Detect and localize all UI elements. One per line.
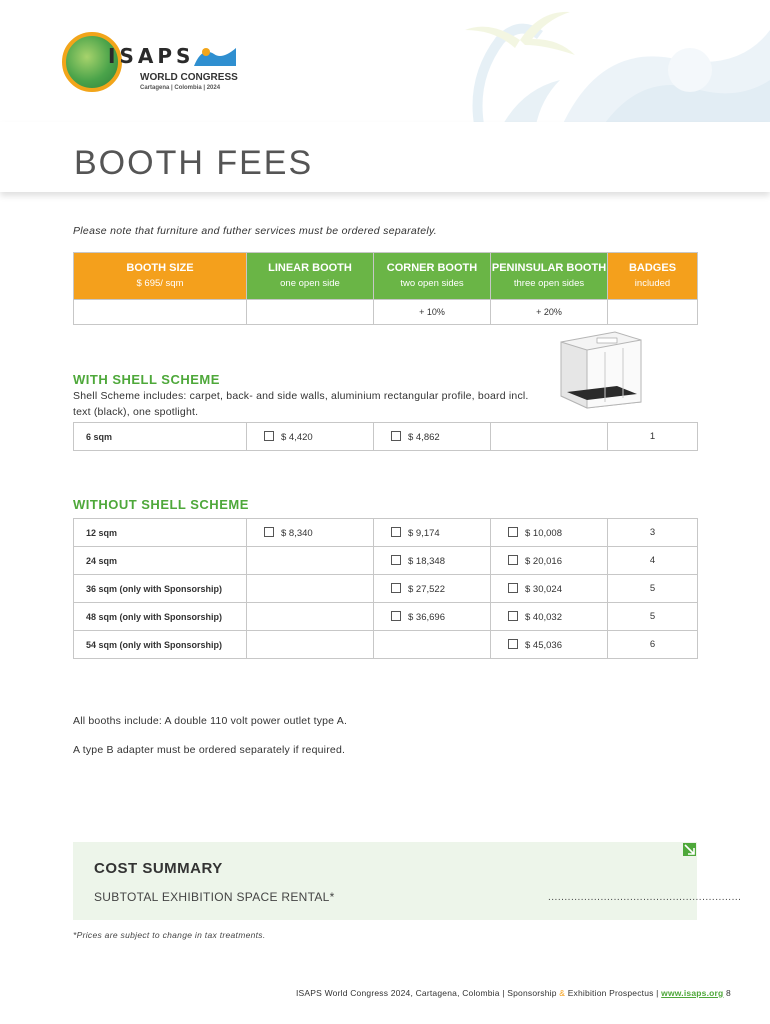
peninsular-price-cell (491, 519, 608, 547)
corner-arrow-icon (683, 843, 696, 856)
price-value: $ 4,420 (281, 431, 313, 443)
column-title: BADGES (628, 262, 677, 274)
cost-summary-box (73, 842, 742, 920)
footer-ampersand: & (559, 988, 566, 998)
price-value: $ 9,174 (408, 527, 440, 539)
peninsular-checkbox[interactable] (508, 611, 518, 621)
logo-text: ISAPS (108, 44, 195, 68)
corner-price-cell (374, 575, 491, 603)
column-subtitle: included (634, 278, 671, 289)
subtotal-label: SUBTOTAL EXHIBITION SPACE RENTAL* (94, 890, 335, 904)
corner-price-cell (374, 519, 491, 547)
surcharge-cell: + 20% (491, 300, 608, 325)
linear-checkbox[interactable] (264, 431, 274, 441)
table-row (74, 519, 698, 547)
shell-scheme-description: Shell Scheme includes: carpet, back- and side walls, aluminium rectangular profile, board incl. text (black), one spotlight. (73, 390, 529, 418)
column-header-linear-booth (247, 253, 374, 300)
peninsular-checkbox[interactable] (508, 555, 518, 565)
footer-text-2: Exhibition Prospectus | (567, 988, 659, 998)
corner-price-cell (374, 423, 491, 451)
badges-cell: 3 (608, 519, 698, 547)
corner-checkbox[interactable] (391, 555, 401, 565)
without-shell-title: WITHOUT SHELL SCHEME (73, 497, 249, 512)
badges-cell: 6 (608, 631, 698, 659)
column-title: PENINSULAR BOOTH (491, 262, 607, 274)
booth-size-cell: 24 sqm (74, 547, 247, 575)
booth-size-cell: 36 sqm (only with Sponsorship) (74, 575, 247, 603)
surcharge-row (74, 300, 698, 325)
badges-cell: 5 (608, 575, 698, 603)
column-title: CORNER BOOTH (386, 262, 478, 274)
surcharge-cell (608, 300, 698, 325)
booth-size-cell: 54 sqm (only with Sponsorship) (74, 631, 247, 659)
power-outlet-info: All booths include: A double 110 volt power outlet type A. (73, 715, 348, 727)
price-value: $ 30,024 (525, 583, 562, 595)
wave-logo-icon (192, 44, 238, 68)
logo-location: Cartagena | Colombia | 2024 (140, 85, 221, 91)
column-subtitle: $ 695/ sqm (136, 278, 184, 289)
linear-price-cell (247, 519, 374, 547)
corner-checkbox[interactable] (391, 583, 401, 593)
peninsular-price-cell (491, 603, 608, 631)
page-title: BOOTH FEES (74, 144, 314, 182)
booth-size-cell: 12 sqm (74, 519, 247, 547)
peninsular-price-cell (491, 547, 608, 575)
corner-checkbox[interactable] (391, 611, 401, 621)
logo-subtitle: WORLD CONGRESS (140, 72, 238, 83)
isaps-logo (62, 30, 242, 100)
price-value: $ 20,016 (525, 555, 562, 567)
surcharge-cell: + 10% (374, 300, 491, 325)
ordering-note: Please note that furniture and futher services must be ordered separately. (73, 225, 438, 237)
tax-footnote: *Prices are subject to change in tax treatments. (73, 930, 266, 940)
column-title: BOOTH SIZE (126, 262, 194, 274)
linear-price-cell (247, 423, 374, 451)
column-title: LINEAR BOOTH (268, 262, 352, 274)
column-subtitle: one open side (280, 278, 340, 289)
corner-checkbox[interactable] (391, 527, 401, 537)
corner-price-cell (374, 603, 491, 631)
booth-types-header-table (73, 252, 698, 325)
peninsular-checkbox[interactable] (508, 527, 518, 537)
price-value: $ 40,032 (525, 611, 562, 623)
column-header-booth-size (74, 253, 247, 300)
booth-size-cell: 6 sqm (74, 423, 247, 451)
linear-price-cell (247, 603, 374, 631)
without-shell-table (73, 518, 698, 659)
price-value: $ 27,522 (408, 583, 445, 595)
badges-cell: 1 (608, 423, 698, 451)
shell-booth-illustration (553, 330, 643, 410)
corner-price-cell (374, 631, 491, 659)
table-row (74, 631, 698, 659)
cost-summary-title: COST SUMMARY (94, 860, 223, 877)
linear-price-cell (247, 547, 374, 575)
linear-checkbox[interactable] (264, 527, 274, 537)
column-header-badges (608, 253, 698, 300)
badges-cell: 4 (608, 547, 698, 575)
peninsular-checkbox[interactable] (508, 583, 518, 593)
surcharge-cell (247, 300, 374, 325)
column-header-corner-booth (374, 253, 491, 300)
page-footer (296, 988, 731, 998)
page-number: 8 (726, 988, 731, 998)
with-shell-table (73, 422, 698, 451)
surcharge-cell (74, 300, 247, 325)
subtotal-field[interactable]: ........................................................... (548, 892, 742, 903)
peninsular-checkbox[interactable] (508, 639, 518, 649)
with-shell-title: WITH SHELL SCHEME (73, 372, 220, 387)
corner-price-cell (374, 547, 491, 575)
table-row (74, 603, 698, 631)
linear-price-cell (247, 631, 374, 659)
table-row (74, 547, 698, 575)
column-header-peninsular-booth (491, 253, 608, 300)
peninsular-price-cell (491, 423, 608, 451)
peninsular-price-cell (491, 631, 608, 659)
linear-price-cell (247, 575, 374, 603)
price-value: $ 18,348 (408, 555, 445, 567)
adapter-info: A type B adapter must be ordered separately if required. (73, 744, 346, 756)
column-subtitle: three open sides (513, 278, 585, 289)
price-value: $ 36,696 (408, 611, 445, 623)
corner-checkbox[interactable] (391, 431, 401, 441)
table-row (74, 575, 698, 603)
price-value: $ 10,008 (525, 527, 562, 539)
column-subtitle: two open sides (400, 278, 464, 289)
price-value: $ 45,036 (525, 639, 562, 651)
booth-size-cell: 48 sqm (only with Sponsorship) (74, 603, 247, 631)
website-link[interactable]: www.isaps.org (661, 988, 724, 998)
peninsular-price-cell (491, 575, 608, 603)
footer-text: ISAPS World Congress 2024, Cartagena, Colombia | Sponsorship (296, 988, 557, 998)
badges-cell: 5 (608, 603, 698, 631)
price-value: $ 4,862 (408, 431, 440, 443)
price-value: $ 8,340 (281, 527, 313, 539)
table-row (74, 423, 698, 451)
